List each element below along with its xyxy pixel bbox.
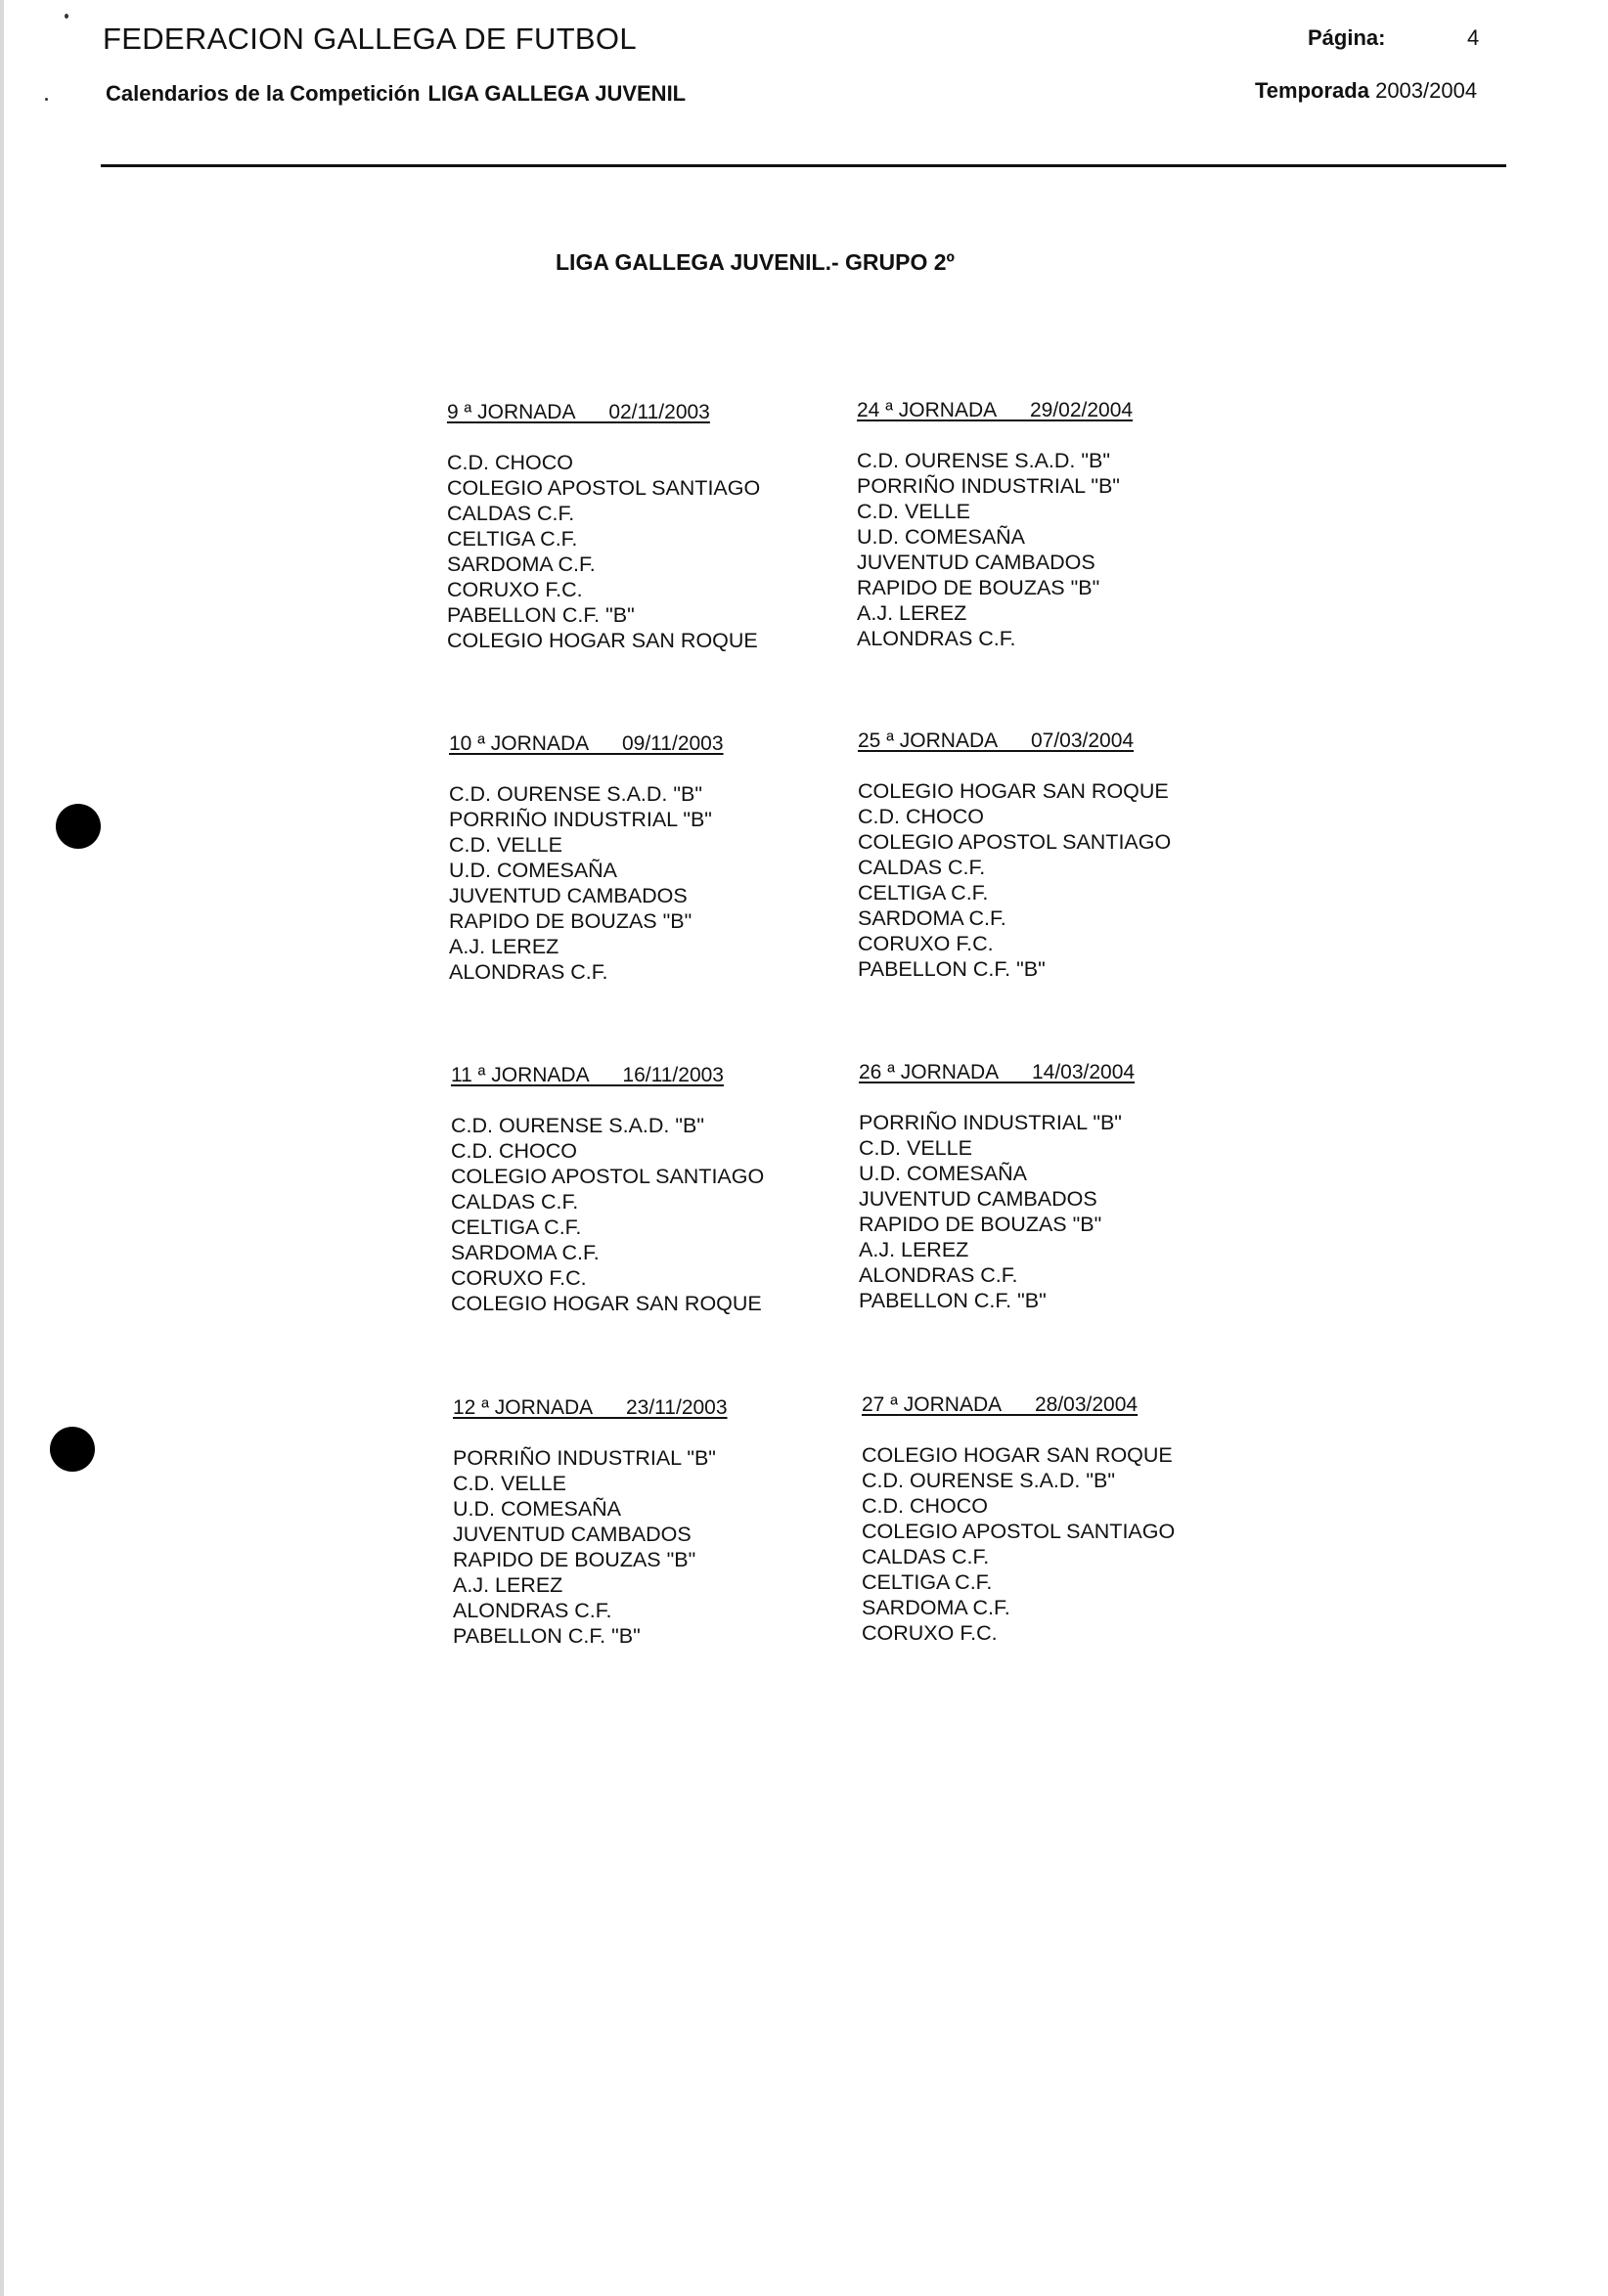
punch-hole — [56, 804, 101, 849]
team-name: ALONDRAS C.F. — [859, 1263, 1018, 1287]
team-name: COLEGIO HOGAR SAN ROQUE — [858, 779, 1169, 803]
team-name: C.D. OURENSE S.A.D. "B" — [862, 1469, 1115, 1492]
page-number: 4 — [1467, 25, 1480, 50]
team-name: CELTIGA C.F. — [862, 1570, 993, 1594]
jornada-heading: 25 ª JORNADA 07/03/2004 — [858, 729, 1135, 752]
team-name: COLEGIO APOSTOL SANTIAGO — [447, 476, 761, 500]
jornada-heading: 11 ª JORNADA 16/11/2003 — [451, 1064, 724, 1086]
jornada-heading: 10 ª JORNADA 09/11/2003 — [449, 732, 724, 755]
jornada-heading: 26 ª JORNADA 14/03/2004 — [859, 1061, 1136, 1083]
organization-title: FEDERACION GALLEGA DE FUTBOL — [103, 22, 637, 56]
team-name: PORRIÑO INDUSTRIAL "B" — [859, 1111, 1122, 1134]
team-name: C.D. CHOCO — [862, 1494, 988, 1518]
jornada-block — [857, 399, 1209, 651]
team-name: RAPIDO DE BOUZAS "B" — [449, 909, 692, 933]
team-name: U.D. COMESAÑA — [453, 1497, 622, 1521]
team-name: CORUXO F.C. — [862, 1621, 998, 1645]
team-name: COLEGIO HOGAR SAN ROQUE — [447, 629, 758, 652]
team-name: C.D. CHOCO — [451, 1139, 577, 1163]
team-name: PORRIÑO INDUSTRIAL "B" — [857, 474, 1120, 498]
calendar-subtitle — [106, 81, 686, 107]
team-name: C.D. VELLE — [449, 833, 562, 857]
team-name: C.D. VELLE — [859, 1136, 972, 1160]
team-name: ALONDRAS C.F. — [449, 960, 608, 984]
jornada-heading: 24 ª JORNADA 29/02/2004 — [857, 399, 1134, 421]
team-name: JUVENTUD CAMBADOS — [449, 884, 688, 907]
team-name: C.D. OURENSE S.A.D. "B" — [857, 449, 1110, 472]
page-label: Página: — [1308, 25, 1386, 50]
team-name: CORUXO F.C. — [447, 578, 583, 601]
team-name: U.D. COMESAÑA — [857, 525, 1026, 549]
jornada-block — [862, 1393, 1214, 1646]
team-name: A.J. LEREZ — [857, 601, 967, 625]
team-name: CORUXO F.C. — [858, 932, 994, 955]
team-name: RAPIDO DE BOUZAS "B" — [453, 1548, 696, 1571]
team-name: C.D. CHOCO — [447, 451, 573, 474]
team-name: RAPIDO DE BOUZAS "B" — [857, 576, 1100, 599]
jornada-block — [451, 1064, 803, 1316]
team-name: CALDAS C.F. — [862, 1545, 990, 1568]
subtitle-prefix: Calendarios de la Competición — [106, 81, 421, 106]
team-name: U.D. COMESAÑA — [449, 859, 618, 882]
team-name: CALDAS C.F. — [447, 502, 575, 525]
scan-speck — [45, 98, 48, 101]
team-name: COLEGIO APOSTOL SANTIAGO — [451, 1165, 765, 1188]
team-name: ALONDRAS C.F. — [857, 627, 1016, 650]
team-name: CALDAS C.F. — [858, 856, 986, 879]
team-name: CELTIGA C.F. — [451, 1215, 582, 1239]
team-name: JUVENTUD CAMBADOS — [857, 551, 1095, 574]
team-name: SARDOMA C.F. — [447, 552, 596, 576]
team-name: SARDOMA C.F. — [858, 906, 1006, 930]
team-name: ALONDRAS C.F. — [453, 1599, 612, 1622]
team-name: COLEGIO APOSTOL SANTIAGO — [862, 1520, 1176, 1543]
team-name: RAPIDO DE BOUZAS "B" — [859, 1213, 1102, 1236]
team-name: COLEGIO APOSTOL SANTIAGO — [858, 830, 1172, 854]
team-name: PORRIÑO INDUSTRIAL "B" — [453, 1446, 716, 1470]
jornada-block — [858, 729, 1210, 982]
team-name: C.D. OURENSE S.A.D. "B" — [451, 1114, 704, 1137]
team-name: PABELLON C.F. "B" — [453, 1624, 641, 1648]
season — [1255, 78, 1477, 104]
jornada-block — [447, 401, 799, 653]
team-name: U.D. COMESAÑA — [859, 1162, 1028, 1185]
team-name: COLEGIO HOGAR SAN ROQUE — [862, 1443, 1173, 1467]
season-label: Temporada — [1255, 78, 1369, 103]
header-divider — [101, 164, 1506, 167]
punch-hole — [50, 1427, 95, 1472]
team-name: JUVENTUD CAMBADOS — [859, 1187, 1097, 1211]
group-title: LIGA GALLEGA JUVENIL.- GRUPO 2º — [556, 249, 955, 275]
jornada-block — [859, 1061, 1211, 1313]
team-name: JUVENTUD CAMBADOS — [453, 1523, 692, 1546]
team-name: PABELLON C.F. "B" — [447, 603, 635, 627]
team-name: SARDOMA C.F. — [862, 1596, 1010, 1619]
team-name: PORRIÑO INDUSTRIAL "B" — [449, 808, 712, 831]
jornada-block — [453, 1396, 805, 1649]
team-name: SARDOMA C.F. — [451, 1241, 600, 1264]
team-name: C.D. VELLE — [453, 1472, 566, 1495]
scan-edge — [0, 0, 4, 2296]
team-name: C.D. CHOCO — [858, 805, 984, 828]
jornada-heading: 27 ª JORNADA 28/03/2004 — [862, 1393, 1139, 1416]
season-value: 2003/2004 — [1375, 78, 1478, 103]
jornada-heading: 12 ª JORNADA 23/11/2003 — [453, 1396, 728, 1419]
team-name: CELTIGA C.F. — [858, 881, 989, 905]
team-name: C.D. OURENSE S.A.D. "B" — [449, 782, 702, 806]
jornada-block — [449, 732, 801, 985]
team-name: CORUXO F.C. — [451, 1266, 587, 1290]
scan-speck — [65, 14, 68, 19]
team-name: PABELLON C.F. "B" — [858, 957, 1046, 981]
team-name: A.J. LEREZ — [859, 1238, 969, 1261]
team-name: COLEGIO HOGAR SAN ROQUE — [451, 1292, 762, 1315]
team-name: A.J. LEREZ — [453, 1573, 563, 1597]
team-name: CALDAS C.F. — [451, 1190, 579, 1214]
team-name: C.D. VELLE — [857, 500, 970, 523]
team-name: A.J. LEREZ — [449, 935, 559, 958]
competition-name: LIGA GALLEGA JUVENIL — [427, 81, 687, 106]
team-name: PABELLON C.F. "B" — [859, 1289, 1047, 1312]
jornada-heading: 9 ª JORNADA 02/11/2003 — [447, 401, 710, 423]
team-name: CELTIGA C.F. — [447, 527, 578, 551]
